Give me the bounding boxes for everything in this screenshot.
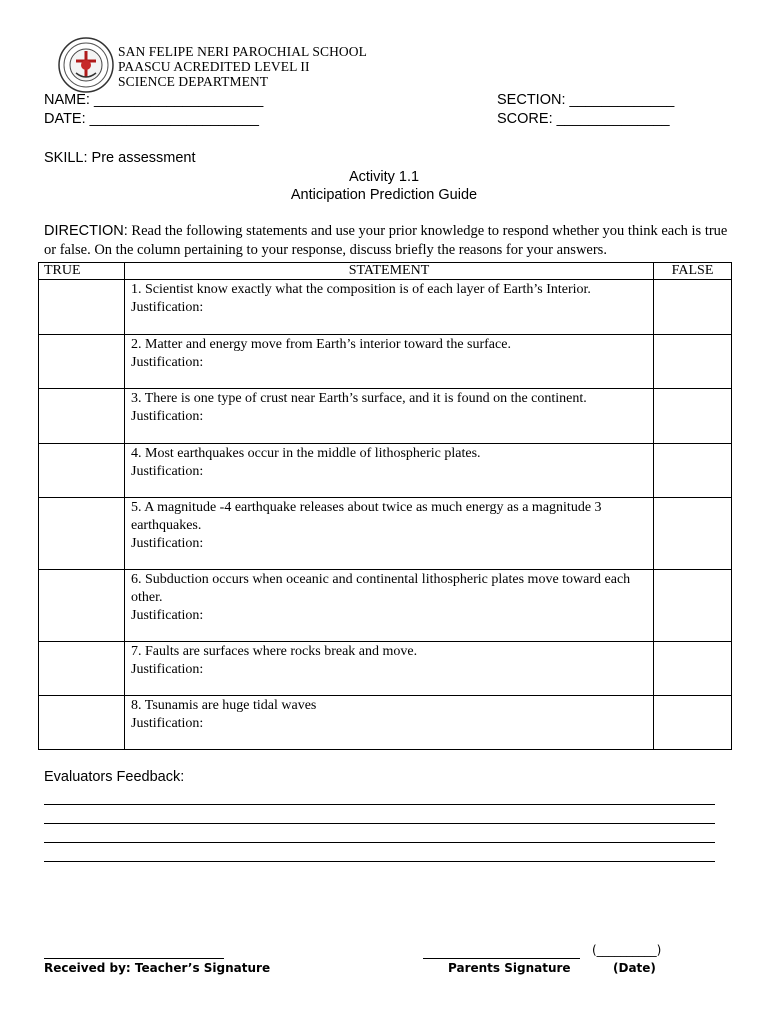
section-field[interactable]: SECTION: _____________ bbox=[497, 92, 675, 108]
statement-text: 4. Most earthquakes occur in the middle of lithospheric plates. bbox=[131, 446, 481, 461]
table-row bbox=[39, 642, 732, 696]
justification-label[interactable]: Justification: bbox=[131, 464, 204, 479]
statement-text: 7. Faults are surfaces where rocks break and move. bbox=[131, 644, 418, 659]
true-cell[interactable] bbox=[39, 389, 125, 444]
school-seal-logo bbox=[58, 37, 114, 93]
direction-lead: DIRECTION: bbox=[44, 223, 128, 239]
statement-text: 1. Scientist know exactly what the composition is of each layer of Earth’s Interior. bbox=[131, 282, 591, 297]
false-cell[interactable] bbox=[654, 444, 732, 498]
statement-text: 3. There is one type of crust near Earth’s surface, and it is found on the continent. bbox=[131, 391, 587, 406]
feedback-line[interactable] bbox=[44, 804, 715, 805]
true-cell[interactable] bbox=[39, 570, 125, 642]
statement-cell bbox=[125, 335, 654, 389]
justification-label[interactable]: Justification: bbox=[131, 355, 204, 370]
date-signature-field[interactable]: (__________) bbox=[592, 943, 662, 957]
teacher-signature-label: Received by: Teacher’s Signature bbox=[44, 961, 271, 975]
false-cell[interactable] bbox=[654, 280, 732, 335]
table-row bbox=[39, 498, 732, 570]
justification-label[interactable]: Justification: bbox=[131, 662, 204, 677]
parent-signature-label: Parents Signature bbox=[448, 961, 571, 975]
justification-label[interactable]: Justification: bbox=[131, 409, 204, 424]
table-row bbox=[39, 389, 732, 444]
feedback-line[interactable] bbox=[44, 842, 715, 843]
table-row bbox=[39, 335, 732, 389]
true-cell[interactable] bbox=[39, 642, 125, 696]
header-statement: STATEMENT bbox=[125, 263, 654, 280]
statement-text: 6. Subduction occurs when oceanic and continental lithospheric plates move toward each other. bbox=[131, 572, 631, 605]
table-row bbox=[39, 570, 732, 642]
header-true: TRUE bbox=[39, 263, 125, 280]
table-row bbox=[39, 444, 732, 498]
activity-title: Anticipation Prediction Guide bbox=[290, 187, 478, 203]
true-cell[interactable] bbox=[39, 280, 125, 335]
date-field[interactable]: DATE: _____________________ bbox=[44, 111, 260, 127]
statement-cell bbox=[125, 389, 654, 444]
statement-text: 2. Matter and energy move from Earth’s interior toward the surface. bbox=[131, 337, 511, 352]
feedback-label: Evaluators Feedback: bbox=[44, 769, 185, 785]
score-field[interactable]: SCORE: ______________ bbox=[497, 111, 670, 127]
header-false: FALSE bbox=[654, 263, 732, 280]
accreditation-line: PAASCU ACREDITED LEVEL II bbox=[118, 59, 310, 74]
name-field[interactable]: NAME: _____________________ bbox=[44, 92, 264, 108]
statement-cell bbox=[125, 570, 654, 642]
activity-number: Activity 1.1 bbox=[348, 169, 420, 185]
statement-cell bbox=[125, 444, 654, 498]
feedback-line[interactable] bbox=[44, 823, 715, 824]
false-cell[interactable] bbox=[654, 642, 732, 696]
justification-label[interactable]: Justification: bbox=[131, 536, 204, 551]
table-header-row bbox=[39, 263, 732, 280]
teacher-signature-line[interactable] bbox=[44, 958, 224, 959]
direction-paragraph bbox=[44, 222, 728, 260]
statement-cell bbox=[125, 642, 654, 696]
justification-label[interactable]: Justification: bbox=[131, 716, 204, 731]
true-cell[interactable] bbox=[39, 498, 125, 570]
true-cell[interactable] bbox=[39, 444, 125, 498]
justification-label[interactable]: Justification: bbox=[131, 608, 204, 623]
false-cell[interactable] bbox=[654, 696, 732, 750]
statement-cell bbox=[125, 280, 654, 335]
statement-cell bbox=[125, 696, 654, 750]
true-cell[interactable] bbox=[39, 335, 125, 389]
statement-text: 8. Tsunamis are huge tidal waves bbox=[131, 698, 317, 713]
school-name: SAN FELIPE NERI PAROCHIAL SCHOOL bbox=[118, 44, 367, 59]
parent-signature-line[interactable] bbox=[423, 958, 580, 959]
true-cell[interactable] bbox=[39, 696, 125, 750]
feedback-line[interactable] bbox=[44, 861, 715, 862]
statement-cell bbox=[125, 498, 654, 570]
false-cell[interactable] bbox=[654, 335, 732, 389]
direction-text: Read the following statements and use your prior knowledge to respond whether you think each is true or false. On the column pertaining to your response, discuss briefly the reasons for your answers. bbox=[44, 223, 728, 258]
false-cell[interactable] bbox=[654, 570, 732, 642]
justification-label[interactable]: Justification: bbox=[131, 300, 204, 315]
skill-line: SKILL: Pre assessment bbox=[44, 150, 196, 166]
department-line: SCIENCE DEPARTMENT bbox=[118, 74, 269, 89]
statement-text: 5. A magnitude -4 earthquake releases about twice as much energy as a magnitude 3 earthquakes. bbox=[131, 500, 602, 533]
table-row bbox=[39, 696, 732, 750]
date-signature-label: (Date) bbox=[613, 961, 656, 975]
table-row bbox=[39, 280, 732, 335]
false-cell[interactable] bbox=[654, 389, 732, 444]
prediction-guide-table bbox=[38, 262, 732, 750]
false-cell[interactable] bbox=[654, 498, 732, 570]
